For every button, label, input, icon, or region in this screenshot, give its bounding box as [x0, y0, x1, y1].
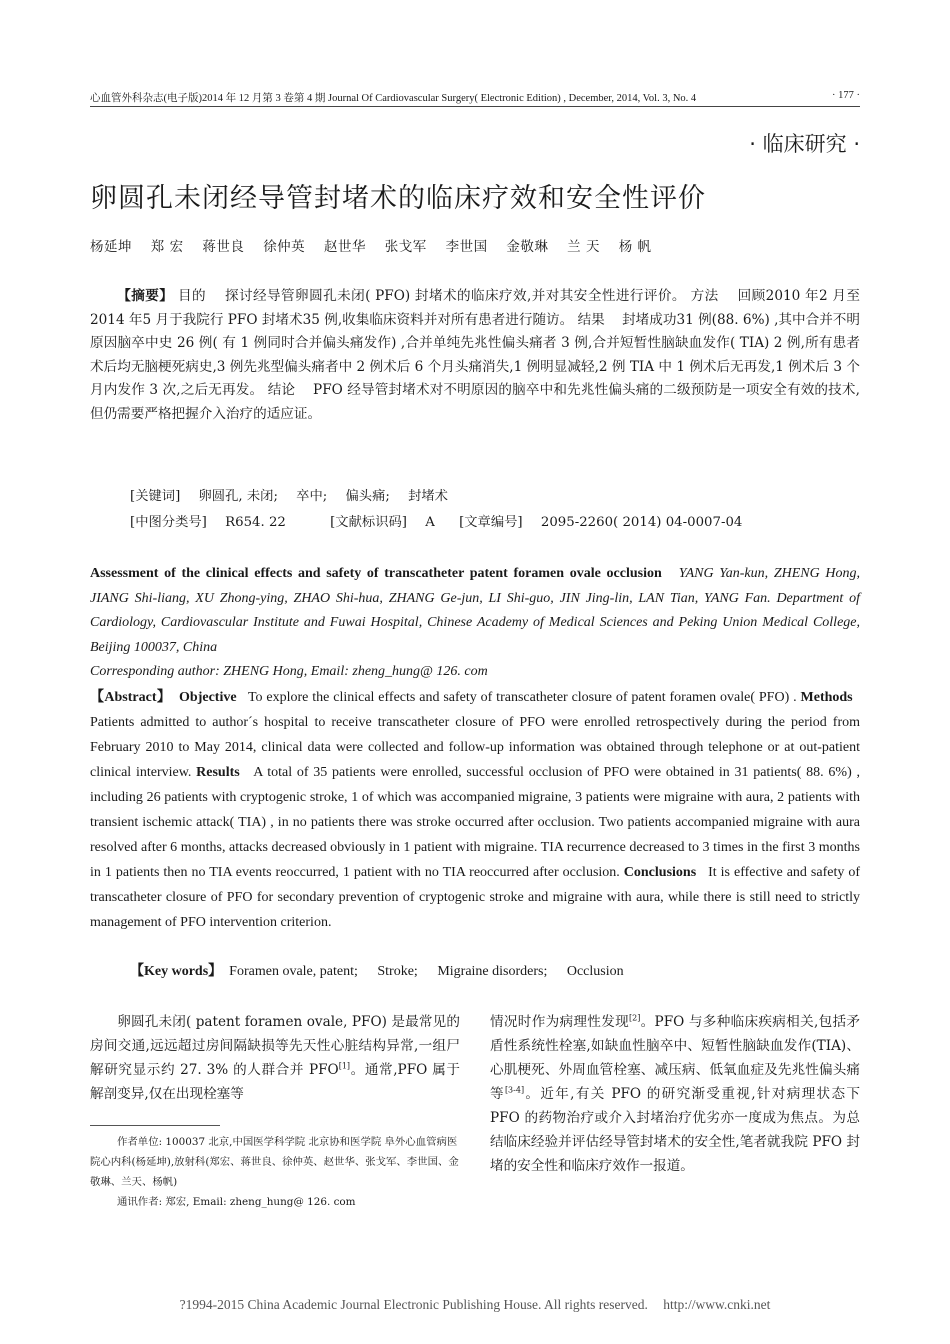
english-corresponding: Corresponding author: ZHENG Hong, Email: zheng_hung@ 126. com — [90, 664, 488, 679]
author: 兰 天 — [567, 239, 600, 255]
author-list — [90, 235, 666, 255]
author: 杨 帆 — [618, 239, 652, 255]
footnote-affiliation: 作者单位: 100037 北京,中国医学科学院 北京协和医学院 阜外心血管病医院心内科(杨延坤),放射科(郑宏、蒋世良、徐仲英、赵世华、张戈军、李世国、金敬琳、兰天、杨帆) — [90, 1136, 459, 1188]
author: 张戈军 — [384, 239, 427, 255]
author: 杨延坤 — [90, 239, 132, 255]
body-text: 。近年,有关 PFO 的研究渐受重视,针对病理状态下 PFO 的药物治疗或介入封堵治疗优劣亦一度成为焦点。为总结临床经验并评估经导管封堵术的安全性,笔者就我院 PFO 封堵的安全性和临床疗效作一报道。 — [490, 1086, 861, 1174]
author: 郑 宏 — [150, 239, 184, 255]
doc-label: [文献标识码] — [330, 515, 407, 530]
conclusions-en-label: Conclusions — [623, 865, 697, 880]
results-en-label: Results — [196, 765, 240, 780]
methods-label: 方法 — [690, 288, 719, 304]
author: 蒋世良 — [202, 239, 245, 255]
keywords-en-label: 【Key words】 — [130, 964, 223, 979]
body-text: 卵圆孔未闭( patent foramen ovale, PFO) 是最常见的房间交通,远远超过房间隔缺损等先天性心脏结构异常,一组尸解研究显示约 27. 3% 的人群合并 PFO — [90, 1014, 460, 1078]
conclusion-text: PFO 经导管封堵术对不明原因的脑卒中和先兆性偏头痛的二级预防是一项安全有效的技术,但仍需要严格把握介入治疗的适应证。 — [90, 382, 860, 422]
keyword: 卒中; — [296, 489, 328, 504]
methods-en-label: Methods — [800, 690, 853, 705]
objective-en-label: Objective — [179, 690, 237, 705]
abstract-en-label: 【Abstract】 — [90, 690, 172, 705]
body-text: 情况时作为病理性发现 — [490, 1014, 629, 1030]
footnote — [90, 1132, 460, 1212]
keywords-en — [130, 960, 640, 980]
abstract-en — [90, 685, 860, 935]
english-title: Assessment of the clinical effects and safety of transcatheter patent foramen ovale occlusion — [90, 566, 662, 581]
classification-line — [130, 511, 756, 530]
objective-en-text: To explore the clinical effects and safety of transcatheter closure of patent foramen ovale( PFO) . — [247, 690, 797, 705]
methods-text: 回顾2010 年2 月至2014 年5 月于我院行 PFO 封堵术35 例,收集临床资料并对所有患者进行随访。 — [90, 288, 861, 328]
copyright-text: ?1994-2015 China Academic Journal Electronic Publishing House. All rights reserved. — [179, 1297, 648, 1312]
header-rule — [90, 106, 860, 107]
running-header — [90, 90, 860, 105]
keywords-zh — [130, 485, 462, 504]
doc-value: A — [425, 515, 435, 530]
author: 徐仲英 — [263, 239, 306, 255]
keyword-en: Foramen ovale, patent; — [229, 964, 358, 979]
conclusion-label: 结论 — [267, 382, 296, 398]
keyword: 封堵术 — [408, 489, 448, 504]
author: 李世国 — [445, 239, 488, 255]
keyword-en: Occlusion — [566, 964, 624, 979]
column-tag: · 临床研究 · — [749, 132, 860, 156]
body-right-column — [490, 1010, 860, 1178]
footnote-rule — [90, 1125, 220, 1126]
reference-marker[interactable]: [2] — [629, 1013, 641, 1023]
english-title-block — [90, 562, 860, 685]
objective-label: 目的 — [178, 288, 207, 304]
english-authors-affiliation: YANG Yan-kun, ZHENG Hong, JIANG Shi-liang, XU Zhong-ying, ZHAO Shi-hua, ZHANG Ge-jun, LI Shi-guo, JIN Jing-lin, LAN Tian, YANG Fan. Department of Cardiology, Cardiovascular Institute and Fuwai Hospital, Chinese Academy of Medical Sciences and Peking Union Medical College, Beijing 100037, China — [90, 566, 860, 655]
abstract-label: 【摘要】 — [117, 288, 174, 304]
footnote-corresponding: 通讯作者: 郑宏, Email: zheng_hung@ 126. com — [117, 1196, 356, 1208]
body-text: 。通常,PFO 属于解剖变异,仅在出现栓塞等 — [90, 1062, 460, 1102]
cnki-link[interactable]: http://www.cnki.net — [663, 1297, 771, 1312]
reference-marker[interactable]: [3-4] — [504, 1085, 525, 1095]
page-number: · 177 · — [832, 90, 860, 101]
results-label: 结果 — [577, 311, 605, 328]
results-en-text: A total of 35 patients were enrolled, successful occlusion of PFO were obtained in 31 patients( 88. 6%) , including 26 patients with cryptogenic stroke, 1 of which was accompanied migraine, 3 patients were migraine with aura, 2 patients with transient ischemic attack( TIA) , in no patients there was stroke occurred after occlusion. Two patients accompanied migraine with aura resolved after 6 months, attacks decreased obviously in 1 patient with migraine. TIA recurrence decreased to 3 times in the first 3 months in 1 patients then no TIA events reoccurred, 1 patient with no TIA reoccurred after occlusion. — [90, 765, 860, 880]
keyword-en: Stroke; — [377, 964, 418, 979]
keyword: 偏头痛; — [345, 489, 390, 504]
keyword-en: Migraine disorders; — [437, 964, 548, 979]
article-label: [文章编号] — [459, 515, 523, 530]
article-title: 卵圆孔未闭经导管封堵术的临床疗效和安全性评价 — [90, 183, 706, 214]
clc-value: R654. 22 — [225, 515, 286, 530]
author: 赵世华 — [323, 239, 366, 255]
clc-label: [中图分类号] — [130, 515, 207, 530]
reference-marker[interactable]: [1] — [338, 1061, 351, 1071]
results-text: 封堵成功31 例(88. 6%) ,其中合并不明原因脑卒中史 26 例( 有 1 例同时合并偏头痛发作) ,合并单纯先兆性偏头痛者 3 例,合并短暂性脑缺血发作( TIA) 2 例,所有患者术后均无脑梗死病史,3 例先兆型偏头痛者中 2 例术后 6 个月头痛消失,1 例明显减轻,2 例 TIA 中 1 例术后无再发,1 例术后 3 个月内发作 3 次,之后无再发。 — [90, 311, 860, 398]
objective-text: 探讨经导管卵圆孔未闭( PFO) 封堵术的临床疗效,并对其安全性进行评价。 — [225, 288, 686, 304]
methods-en-text: Patients admitted to author´s hospital to receive transcatheter closure of PFO were enrolled retrospectively during the period from February 2010 to May 2014, clinical data were collected and follow-up information was obtained through telephone or at out-patient clinical interview. — [90, 715, 860, 780]
keywords-label: [关键词] — [130, 489, 181, 504]
body-text: 。PFO 与多种临床疾病相关,包括矛盾性系统性栓塞,如缺血性脑卒中、短暂性脑缺血发作(TIA)、心肌梗死、外周血管栓塞、减压病、低氧血症及先兆性偏头痛等 — [490, 1014, 861, 1102]
keyword: 卵圆孔, 未闭; — [198, 489, 278, 504]
body-left-column — [90, 1010, 460, 1106]
running-header-text: 心血管外科杂志(电子版)2014 年 12 月第 3 卷第 4 期 Journal Of Cardiovascular Surgery( Electronic Edition) , December, 2014, Vol. 3, No. 4 — [90, 93, 697, 104]
copyright-line — [0, 1297, 950, 1313]
article-value: 2095-2260( 2014) 04-0007-04 — [540, 515, 743, 530]
abstract-zh — [90, 285, 860, 426]
conclusions-en-text: It is effective and safety of transcatheter closure of PFO for secondary prevention of cryptogenic stroke and migraine with aura, while there is still need to strictly management of PFO intervention criterion. — [90, 865, 860, 930]
author: 金敬琳 — [506, 239, 549, 255]
